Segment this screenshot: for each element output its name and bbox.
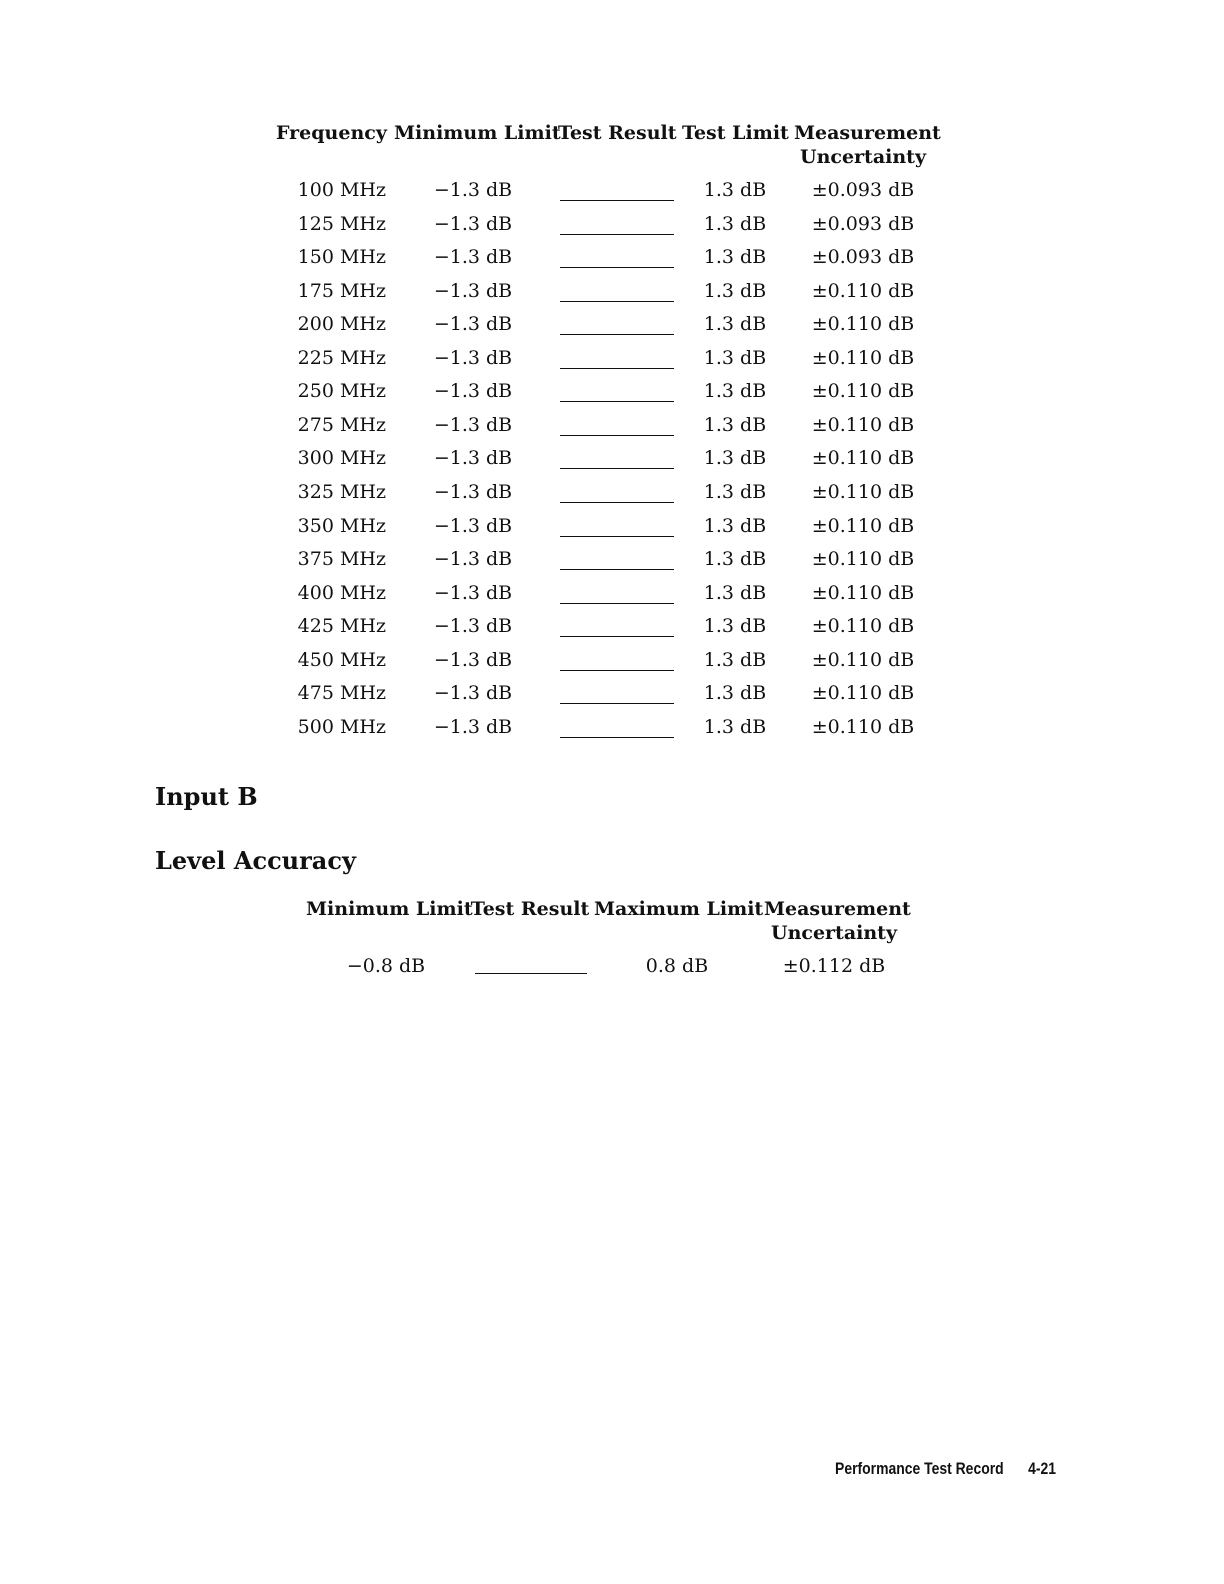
row-minimum-limit: −1.3 dB xyxy=(433,346,513,369)
row-test-result-blank[interactable] xyxy=(560,502,674,503)
row-minimum-limit: −1.3 dB xyxy=(433,581,513,604)
row-test-limit: 1.3 dB xyxy=(703,313,767,336)
row-minimum-limit: −1.3 dB xyxy=(433,179,513,201)
row-minimum-limit: −1.3 dB xyxy=(433,212,513,235)
row-minimum-limit: −1.3 dB xyxy=(433,447,513,470)
header-test-limit: Test Limit xyxy=(682,122,789,144)
row-test-limit: 1.3 dB xyxy=(703,581,767,604)
level-maximum-limit: 0.8 dB xyxy=(645,955,709,977)
row-uncertainty: ±0.110 dB xyxy=(811,648,915,671)
row-minimum-limit: −1.3 dB xyxy=(433,413,513,436)
level-uncertainty: ±0.112 dB xyxy=(782,955,886,977)
row-frequency: 250 MHz xyxy=(297,380,386,403)
level-test-result-blank[interactable] xyxy=(475,973,587,974)
table-row xyxy=(0,681,1224,715)
row-test-result-blank[interactable] xyxy=(560,334,674,335)
page-number: 4-21 xyxy=(1028,1459,1056,1478)
table-row xyxy=(0,312,1224,346)
row-test-limit: 1.3 dB xyxy=(703,682,767,705)
row-test-limit: 1.3 dB xyxy=(703,246,767,269)
row-frequency: 450 MHz xyxy=(297,648,386,671)
row-frequency: 500 MHz xyxy=(297,715,386,738)
row-test-result-blank[interactable] xyxy=(560,468,674,469)
row-test-limit: 1.3 dB xyxy=(703,380,767,403)
row-test-limit: 1.3 dB xyxy=(703,648,767,671)
row-minimum-limit: −1.3 dB xyxy=(433,480,513,503)
row-uncertainty: ±0.110 dB xyxy=(811,279,915,302)
table-row xyxy=(0,346,1224,380)
row-uncertainty: ±0.110 dB xyxy=(811,682,915,705)
footer-title: Performance Test Record xyxy=(835,1459,1004,1478)
header-minimum-limit: Minimum Limit xyxy=(306,898,473,920)
row-minimum-limit: −1.3 dB xyxy=(433,313,513,336)
row-minimum-limit: −1.3 dB xyxy=(433,648,513,671)
row-test-result-blank[interactable] xyxy=(560,267,674,268)
row-test-result-blank[interactable] xyxy=(560,737,674,738)
row-uncertainty: ±0.110 dB xyxy=(811,715,915,738)
header-uncertainty: Uncertainty xyxy=(771,922,897,944)
row-frequency: 125 MHz xyxy=(297,212,386,235)
header-test-result: Test Result xyxy=(558,122,677,144)
row-minimum-limit: −1.3 dB xyxy=(433,279,513,302)
row-uncertainty: ±0.093 dB xyxy=(811,212,915,235)
row-frequency: 200 MHz xyxy=(297,313,386,336)
row-uncertainty: ±0.110 dB xyxy=(811,447,915,470)
row-test-limit: 1.3 dB xyxy=(703,346,767,369)
table-row xyxy=(0,178,1224,212)
table-row xyxy=(0,413,1224,447)
row-uncertainty: ±0.110 dB xyxy=(811,514,915,537)
row-minimum-limit: −1.3 dB xyxy=(433,246,513,269)
header-measurement: Measurement xyxy=(764,898,911,920)
row-test-limit: 1.3 dB xyxy=(703,447,767,470)
row-frequency: 150 MHz xyxy=(297,246,386,269)
row-frequency: 425 MHz xyxy=(297,615,386,638)
row-test-result-blank[interactable] xyxy=(560,536,674,537)
row-frequency: 300 MHz xyxy=(297,447,386,470)
row-uncertainty: ±0.110 dB xyxy=(811,581,915,604)
row-frequency: 475 MHz xyxy=(297,682,386,705)
row-uncertainty: ±0.093 dB xyxy=(811,246,915,269)
row-test-result-blank[interactable] xyxy=(560,368,674,369)
row-minimum-limit: −1.3 dB xyxy=(433,380,513,403)
table-row xyxy=(0,245,1224,279)
header-frequency: Frequency xyxy=(276,122,387,144)
row-test-result-blank[interactable] xyxy=(560,603,674,604)
header-minimum-limit: Minimum Limit xyxy=(394,122,561,144)
row-test-result-blank[interactable] xyxy=(560,234,674,235)
frequency-response-table xyxy=(0,0,1224,760)
row-frequency: 400 MHz xyxy=(297,581,386,604)
row-test-result-blank[interactable] xyxy=(560,636,674,637)
row-frequency: 325 MHz xyxy=(297,480,386,503)
row-test-limit: 1.3 dB xyxy=(703,179,767,201)
row-test-limit: 1.3 dB xyxy=(703,715,767,738)
header-uncertainty: Uncertainty xyxy=(800,146,926,168)
row-test-limit: 1.3 dB xyxy=(703,480,767,503)
row-frequency: 275 MHz xyxy=(297,413,386,436)
row-minimum-limit: −1.3 dB xyxy=(433,615,513,638)
row-uncertainty: ±0.110 dB xyxy=(811,615,915,638)
level-minimum-limit: −0.8 dB xyxy=(346,955,426,977)
row-uncertainty: ±0.110 dB xyxy=(811,313,915,336)
row-minimum-limit: −1.3 dB xyxy=(433,514,513,537)
page-footer xyxy=(0,1456,1056,1482)
row-uncertainty: ±0.110 dB xyxy=(811,380,915,403)
table-row xyxy=(0,480,1224,514)
row-test-result-blank[interactable] xyxy=(560,401,674,402)
row-test-limit: 1.3 dB xyxy=(703,413,767,436)
row-test-limit: 1.3 dB xyxy=(703,212,767,235)
row-minimum-limit: −1.3 dB xyxy=(433,715,513,738)
table-row xyxy=(0,279,1224,313)
row-test-result-blank[interactable] xyxy=(560,435,674,436)
input-heading: Input B xyxy=(155,782,258,811)
row-test-limit: 1.3 dB xyxy=(703,279,767,302)
row-frequency: 100 MHz xyxy=(297,179,386,201)
row-minimum-limit: −1.3 dB xyxy=(433,548,513,571)
row-frequency: 175 MHz xyxy=(297,279,386,302)
table-row xyxy=(0,547,1224,581)
level-accuracy-heading: Level Accuracy xyxy=(155,846,356,875)
table-row xyxy=(0,614,1224,648)
row-test-result-blank[interactable] xyxy=(560,569,674,570)
row-test-limit: 1.3 dB xyxy=(703,514,767,537)
row-uncertainty: ±0.110 dB xyxy=(811,346,915,369)
table-row xyxy=(0,715,1224,749)
table-row xyxy=(0,514,1224,548)
row-test-result-blank[interactable] xyxy=(560,301,674,302)
row-test-limit: 1.3 dB xyxy=(703,548,767,571)
row-uncertainty: ±0.093 dB xyxy=(811,179,915,201)
table-row xyxy=(0,379,1224,413)
table-row xyxy=(0,581,1224,615)
row-frequency: 350 MHz xyxy=(297,514,386,537)
row-frequency: 375 MHz xyxy=(297,548,386,571)
header-measurement: Measurement xyxy=(794,122,941,144)
table-row xyxy=(0,648,1224,682)
row-test-result-blank[interactable] xyxy=(560,200,674,201)
table-row xyxy=(0,212,1224,246)
row-minimum-limit: −1.3 dB xyxy=(433,682,513,705)
row-frequency: 225 MHz xyxy=(297,346,386,369)
row-uncertainty: ±0.110 dB xyxy=(811,480,915,503)
row-test-result-blank[interactable] xyxy=(560,703,674,704)
header-test-result: Test Result xyxy=(470,898,590,920)
row-uncertainty: ±0.110 dB xyxy=(811,413,915,436)
row-test-result-blank[interactable] xyxy=(560,670,674,671)
row-uncertainty: ±0.110 dB xyxy=(811,548,915,571)
header-maximum-limit: Maximum Limit xyxy=(594,898,764,920)
row-test-limit: 1.3 dB xyxy=(703,615,767,638)
table-row xyxy=(0,446,1224,480)
